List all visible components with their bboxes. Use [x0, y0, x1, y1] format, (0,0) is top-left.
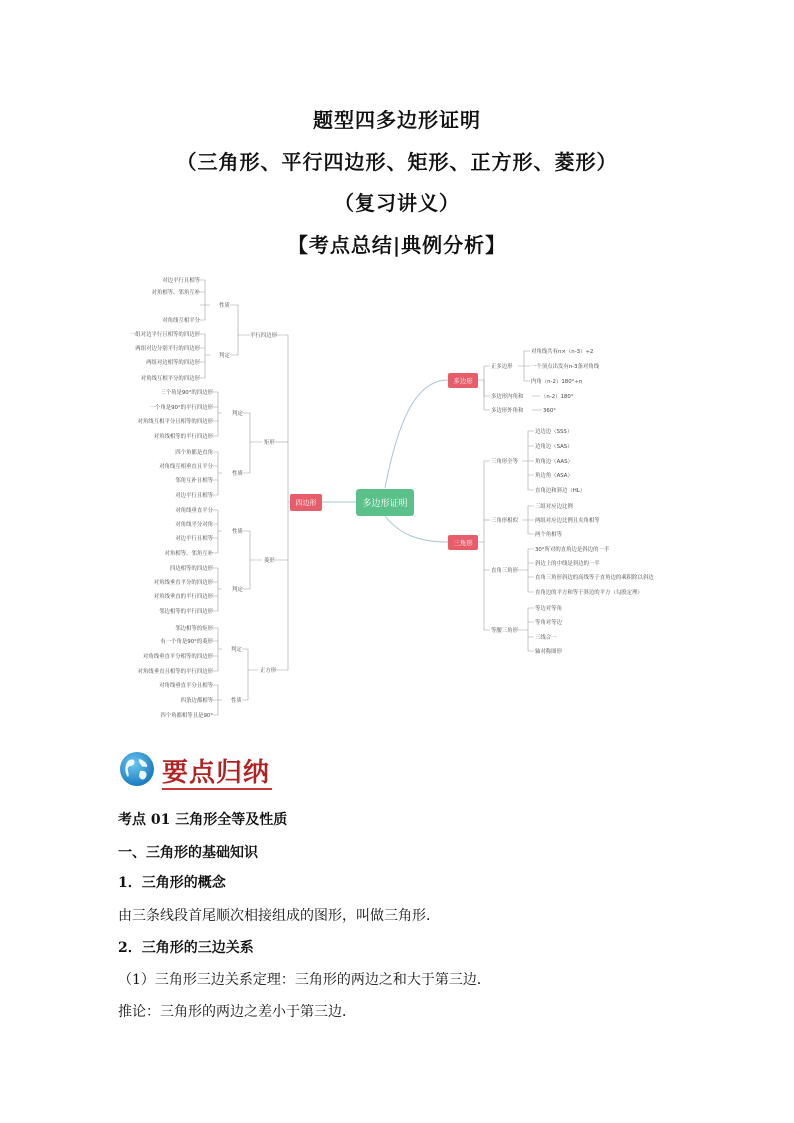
lingxing-panding-0: 四边相等的四边形 [169, 566, 213, 572]
zhengfang-xingzhi: 性质 [231, 698, 242, 704]
zhengfang-panding-0: 邻边相等的矩形 [175, 626, 213, 632]
zhengfang-panding-1: 有一个角是90°的菱形 [160, 639, 213, 645]
title-summary: 【考点总结|典例分析】 [287, 233, 507, 257]
juxing-panding-1: 一个角是90°的平行四边形 [149, 405, 213, 411]
polygon-label: 多边形 [453, 377, 473, 385]
juxing-xingzhi-0: 四个角都是直角 [175, 450, 213, 456]
subsection-concept: 1．三角形的概念 [118, 875, 226, 891]
juxing-panding-0: 三个角是90°的四边形 [160, 390, 213, 396]
pingxing-xingzhi-2: 对角线互相平分 [162, 318, 200, 324]
dengyao-1: 等角对等边 [535, 620, 562, 626]
banner-title: 要点归纳 [162, 758, 271, 788]
theorem-text: （1）三角形三边关系定理：三角形的两边之和大于第三边． [118, 972, 491, 988]
edge-center-polygon [385, 380, 448, 488]
title-main: 题型四多边形证明 [313, 108, 481, 132]
globe-icon [120, 752, 154, 786]
triangle-quandeng: 三角形全等 [491, 459, 518, 465]
juxing-panding-3: 对角线相等的平行四边形 [153, 434, 213, 440]
zhengfang-xingzhi-2: 四个角都相等且是90° [160, 713, 213, 719]
quandeng-1: 边角边（SAS） [535, 444, 573, 450]
polygon-waijiao-val: 360° [543, 408, 556, 414]
lingxing-xingzhi: 性质 [232, 529, 243, 535]
xiangsi-0: 三组对应边比例 [535, 504, 573, 510]
quandeng-3: 角边角（ASA） [535, 473, 573, 479]
zhengfang-panding: 判定 [231, 647, 242, 653]
zhengfang-panding-3: 对角线垂直且相等的平行四边形 [137, 669, 213, 675]
zhijiao-2: 直角三角形斜边的高线等于直角边的乘积除以斜边 [535, 575, 654, 581]
zhengfang-label: 正方形 [260, 668, 277, 674]
quandeng-0: 边边边（SSS） [535, 429, 573, 435]
triangle-label: 三角形 [453, 539, 473, 547]
polygon-waijiao: 多边形外角和 [491, 408, 524, 414]
juxing-xingzhi: 性质 [232, 471, 243, 477]
zhijiao-1: 斜边上的中线是斜边的一半 [535, 561, 600, 567]
banner-underline [162, 788, 272, 790]
polygon-neijiao-val: （n-2）180° [541, 394, 574, 400]
polygon-neijiao: 多边形内角和 [491, 394, 524, 400]
lingxing-label: 菱形 [264, 558, 275, 564]
title-subtitle: （三角形、平行四边形、矩形、正方形、菱形） [176, 150, 618, 174]
key-points-banner [118, 750, 358, 790]
dengyao-2: 三线合一 [535, 635, 557, 641]
polygon-zheng-2: 内角（n-2）180°÷n [531, 379, 583, 385]
pingxing-panding: 判定 [219, 353, 230, 359]
definition-text: 由三条线段首尾顺次相接组成的图形，叫做三角形． [118, 908, 440, 924]
pingxing-panding-0: 一组对边平行且相等的四边形 [129, 332, 200, 338]
triangle-dengyao: 等腰三角形 [491, 628, 518, 634]
pingxing-panding-3: 对角线互相平分的四边形 [140, 376, 200, 382]
subsection-sides: 2．三角形的三边关系 [118, 940, 254, 956]
polygon-zheng-1: 一个顶点出发有n-3条对角线 [531, 364, 600, 370]
lingxing-panding-1: 对角线垂直平分的四边形 [153, 580, 213, 586]
lingxing-panding-3: 邻边相等的平行四边形 [159, 609, 213, 615]
juxing-xingzhi-3: 对边平行且相等 [175, 493, 213, 499]
juxing-panding: 判定 [232, 411, 243, 417]
zhengfang-xingzhi-1: 四条边都相等 [180, 698, 213, 704]
quandeng-2: 角角边（AAS） [535, 459, 573, 465]
lingxing-xingzhi-2: 对边平行且相等 [175, 536, 213, 542]
juxing-label: 矩形 [264, 440, 275, 446]
zhijiao-3: 直角边的平方和等于斜边的平方（勾股定理） [535, 590, 643, 596]
xiangsi-2: 两个角相等 [535, 532, 562, 538]
dengyao-3: 轴对称图形 [535, 649, 562, 655]
juxing-xingzhi-2: 邻角互补且相等 [175, 478, 213, 484]
lingxing-panding-2: 对角线垂直的平行四边形 [153, 594, 213, 600]
corollary-text: 推论：三角形的两边之差小于第三边． [118, 1004, 356, 1020]
pingxing-xingzhi: 性质 [219, 303, 230, 309]
pingxing-panding-1: 两组对边分别平行的四边形 [135, 346, 200, 352]
polygon-zheng: 正多边形 [491, 364, 513, 370]
dengyao-0: 等边对等角 [535, 606, 562, 612]
pingxing-xingzhi-0: 对边平行且相等 [162, 278, 200, 284]
title-review: （复习讲义） [334, 191, 460, 215]
mind-map [0, 270, 794, 725]
pingxing-label: 平行四边形 [250, 333, 277, 339]
lingxing-xingzhi-0: 对角线垂直平分 [175, 508, 213, 514]
lingxing-xingzhi-3: 对角相等、邻角互补 [164, 551, 213, 557]
juxing-panding-2: 对角线互相平分且相等的四边形 [137, 419, 213, 425]
section-heading: 一、三角形的基础知识 [118, 845, 258, 861]
pingxing-xingzhi-1: 对角相等、邻角互补 [151, 290, 200, 296]
edge-center-triangle [385, 516, 448, 542]
pingxing-panding-2: 两组对边相等的四边形 [146, 360, 200, 366]
quad-label: 四边形 [295, 499, 317, 507]
juxing-xingzhi-1: 对角线互相垂直且平分 [159, 464, 213, 470]
zhengfang-xingzhi-0: 对角线垂直平分且相等 [159, 683, 213, 689]
center-label: 多边形证明 [362, 499, 408, 509]
lingxing-xingzhi-1: 对角线平分对角 [175, 522, 213, 528]
xiangsi-1: 两组对应边比例且夹角相等 [535, 518, 600, 524]
kaodian-heading: 考点 01 三角形全等及性质 [118, 812, 288, 828]
polygon-zheng-0: 对角线共有n×（n-3）÷2 [531, 349, 594, 355]
triangle-zhijiao: 直角三角形 [491, 568, 518, 574]
lingxing-panding: 判定 [232, 587, 243, 593]
triangle-xiangsi: 三角形相似 [491, 518, 518, 524]
quandeng-4: 直角边和斜边（HL） [535, 488, 586, 494]
zhengfang-panding-2: 对角线垂直平分相等的四边形 [142, 654, 213, 660]
zhijiao-0: 30°所对的直角边是斜边的一半 [535, 547, 610, 553]
